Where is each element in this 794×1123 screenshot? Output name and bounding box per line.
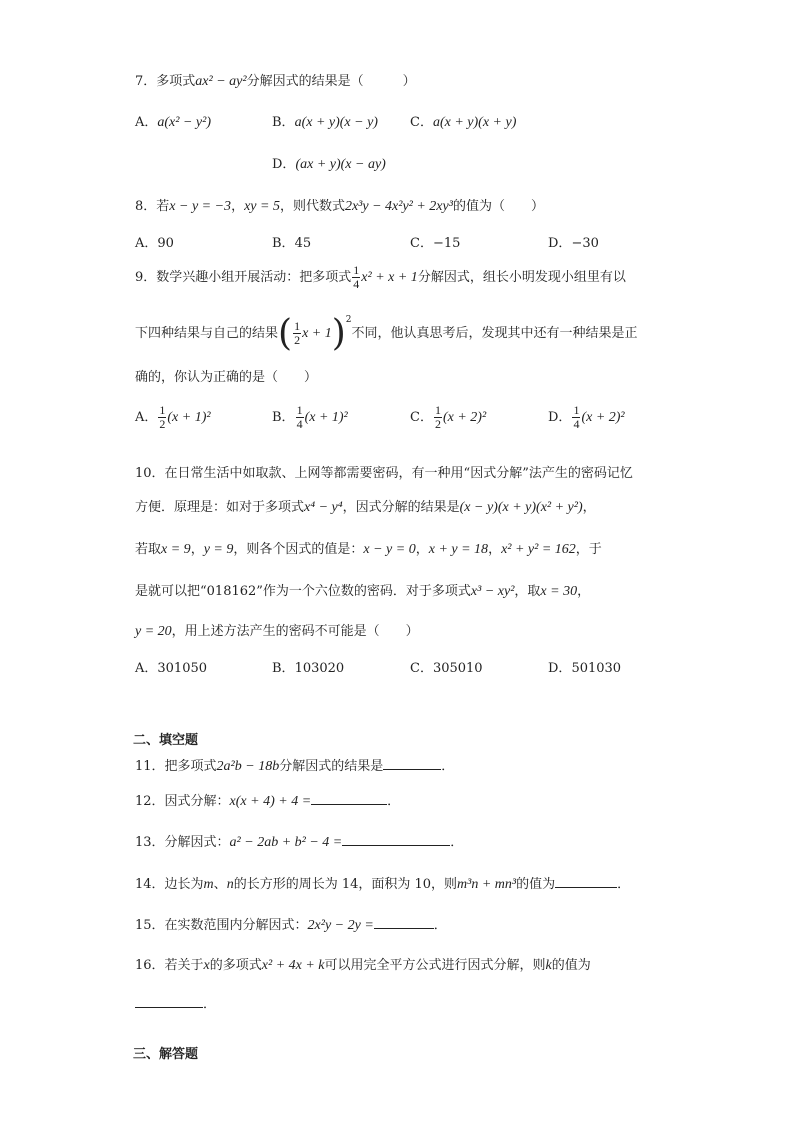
- q11-text-tail: 分解因式的结果是: [279, 759, 384, 774]
- q11-end: ．: [441, 759, 455, 774]
- fraction-numerator: 1: [573, 403, 580, 417]
- fraction-numerator: 1: [294, 318, 301, 333]
- q8-stem-tail: 的值为（ ）: [452, 199, 544, 214]
- option-label: A．: [135, 661, 158, 676]
- q10-line4-x: x = 30: [540, 584, 578, 599]
- option-label: B．: [272, 410, 295, 426]
- q10-line2-mid: ，因式分解的结果是: [342, 500, 460, 515]
- q10-line5-text: ，用上述方法产生的密码不可能是（ ）: [171, 624, 419, 639]
- q8-stem-text: 8．若: [135, 199, 170, 214]
- q10-line-3: [135, 542, 602, 559]
- q8-option-d: [548, 236, 599, 252]
- option-math: (x + 1)²: [167, 410, 211, 426]
- q14: [135, 875, 630, 894]
- option-value: 45: [294, 236, 312, 251]
- fraction-numerator: 1: [296, 403, 303, 417]
- q13-text: 13．分解因式：: [135, 835, 230, 850]
- q16-k: k: [545, 958, 552, 973]
- q15: [135, 916, 447, 935]
- option-fraction: [572, 404, 580, 431]
- q7-stem-text: 7．多项式: [135, 74, 196, 89]
- q10-line4-tail: ，: [577, 584, 591, 599]
- q9-line2-tail: 不同，他认真思考后，发现其中还有一种结果是正: [351, 326, 638, 342]
- q11-expression: 2a²b − 18b: [216, 759, 280, 774]
- q11-text: 11．把多项式: [135, 759, 217, 774]
- separator: ，: [488, 542, 502, 557]
- option-math: (x + 2)²: [442, 410, 487, 426]
- q8-separator: ，: [231, 199, 245, 214]
- q9-option-a: [135, 404, 211, 431]
- fraction-denominator: 4: [353, 277, 360, 292]
- q15-expression: 2x²y − 2y =: [307, 918, 374, 933]
- q7-stem-tail: 分解因式的结果是（ ）: [246, 74, 416, 89]
- fraction-denominator: 4: [573, 417, 580, 432]
- q13: [135, 833, 463, 852]
- q8-stem-mid: ，则代数式: [279, 199, 345, 214]
- q9-fraction: [352, 264, 360, 291]
- q10-y-value: y = 9: [203, 542, 234, 557]
- q7-stem: [135, 74, 416, 91]
- q10-line2-tail: ，: [582, 500, 596, 515]
- q8-condition-1: x − y = −3: [169, 199, 232, 214]
- q14-m: m: [203, 877, 214, 892]
- fraction-numerator: 1: [353, 263, 360, 277]
- q9-stem-tail: 分解因式，组长小明发现小组里有以: [417, 270, 626, 286]
- option-fraction: [158, 404, 166, 431]
- q10-line-2: [135, 500, 596, 517]
- option-label: B．: [272, 115, 295, 130]
- q10-line2-expression: x⁴ − y⁴: [304, 500, 343, 515]
- q7-option-d: [272, 157, 386, 174]
- q9-expression: x² + x + 1: [361, 270, 418, 286]
- q14-text-mid: 的长方形的周长为 14，面积为 10，则: [233, 877, 458, 892]
- option-label: A．: [135, 410, 158, 426]
- q14-expression: m³n + mn³: [457, 877, 517, 892]
- q16-end: ．: [203, 997, 217, 1012]
- option-value: 305010: [432, 661, 483, 676]
- q12-expression: x(x + 4) + 4 =: [229, 794, 312, 809]
- q10-line4-expression: x³ − xy²: [470, 584, 515, 599]
- answer-blank[interactable]: [555, 875, 617, 888]
- q10-line3-tail: ，于: [575, 542, 602, 557]
- q12-end: ．: [387, 794, 401, 809]
- q10-x-value: x = 9: [161, 542, 191, 557]
- option-value: −15: [432, 236, 461, 251]
- q10-line2-text: 方便．原理是：如对于多项式: [135, 500, 305, 515]
- option-label: B．: [272, 236, 295, 251]
- q10-option-b: [272, 661, 344, 677]
- option-math: a(x + y)(x − y): [294, 115, 378, 130]
- option-math: (x + 1)²: [304, 410, 348, 426]
- option-label: C．: [410, 115, 433, 130]
- q9-option-d: [548, 404, 625, 431]
- q9-stem-line-1: [135, 264, 626, 291]
- option-value: 301050: [157, 661, 208, 676]
- q9-line2-expression: x + 1: [302, 326, 332, 342]
- separator: ，: [415, 542, 429, 557]
- option-value: 501030: [571, 661, 622, 676]
- q14-text: 14．边长为: [135, 877, 204, 892]
- q10-line4-mid: ，取: [514, 584, 541, 599]
- q10-line2-result: (x − y)(x + y)(x² + y²): [459, 500, 583, 515]
- q7-expression: ax² − ay²: [195, 74, 247, 89]
- option-label: C．: [410, 410, 433, 426]
- q16: [135, 958, 591, 975]
- q10-line5-y: y = 20: [135, 624, 172, 639]
- q8-stem: [135, 199, 544, 216]
- option-fraction: [434, 404, 442, 431]
- q9-line3-text: 确的，你认为正确的是（ ）: [135, 370, 318, 385]
- option-math: (x + 2)²: [581, 410, 625, 426]
- q16-text-mid: 的多项式: [209, 958, 262, 973]
- q12-text: 12．因式分解：: [135, 794, 230, 809]
- q10-option-c: [410, 661, 483, 677]
- answer-blank[interactable]: [374, 916, 434, 929]
- option-value: 103020: [294, 661, 345, 676]
- q13-expression: a² − 2ab + b² − 4 =: [229, 835, 343, 850]
- q16-answer-line: [135, 995, 216, 1013]
- q16-text-tail: 的值为: [551, 958, 591, 973]
- q14-end: ．: [617, 877, 631, 892]
- q9-line2-text: 下四种结果与自己的结果: [135, 326, 279, 342]
- q9-line2-fraction: [293, 320, 301, 347]
- answer-blank[interactable]: [311, 792, 387, 805]
- q7-option-b: [272, 115, 378, 132]
- q9-option-c: [410, 404, 486, 431]
- q8-condition-2: xy = 5: [244, 199, 280, 214]
- option-label: D．: [548, 236, 572, 251]
- fraction-denominator: 2: [434, 417, 441, 432]
- q9-option-b: [272, 404, 348, 431]
- option-label: C．: [410, 661, 433, 676]
- left-paren: (: [278, 313, 293, 354]
- q10-factor-1: x − y = 0: [363, 542, 416, 557]
- q16-expression: x² + 4x + k: [261, 958, 325, 973]
- section-title-solve: 三、解答题: [133, 1047, 199, 1062]
- q8-option-b: [272, 236, 311, 252]
- q15-text: 15．在实数范围内分解因式：: [135, 918, 308, 933]
- q9-stem-line-3: [135, 370, 317, 386]
- fraction-denominator: 2: [159, 417, 166, 432]
- option-label: C．: [410, 236, 433, 251]
- q10-line-1: [135, 466, 633, 482]
- q10-option-a: [135, 661, 207, 677]
- option-label: A．: [135, 236, 158, 251]
- q14-n: n: [226, 877, 234, 892]
- separator: 、: [213, 877, 227, 892]
- q10-factor-3: x² + y² = 162: [501, 542, 576, 557]
- q10-line1-text: 10．在日常生活中如取款、上网等都需要密码，有一种用“因式分解”法产生的密码记忆: [135, 466, 633, 481]
- option-value: −30: [571, 236, 599, 251]
- separator: ，: [190, 542, 204, 557]
- option-label: B．: [272, 661, 295, 676]
- q10-line3-text: 若取: [135, 542, 162, 557]
- option-value: 90: [157, 236, 174, 251]
- answer-blank[interactable]: [383, 757, 441, 770]
- option-label: A．: [135, 115, 158, 130]
- q13-end: ．: [450, 835, 464, 850]
- fraction-denominator: 4: [296, 417, 303, 432]
- q9-stem-line-2: [135, 312, 638, 355]
- q10-line4-text: 是就可以把“018162”作为一个六位数的密码．对于多项式: [135, 584, 471, 599]
- q10-option-d: [548, 661, 621, 677]
- q8-expression: 2x³y − 4x²y² + 2xy³: [344, 199, 453, 214]
- fraction-numerator: 1: [159, 403, 166, 417]
- q8-option-c: [410, 236, 460, 252]
- q8-option-a: [135, 236, 174, 252]
- right-paren: ): [331, 313, 346, 354]
- answer-blank[interactable]: [135, 995, 203, 1008]
- section-title-fill-in: 二、填空题: [133, 733, 199, 748]
- option-label: D．: [548, 661, 572, 676]
- option-label: D．: [548, 410, 572, 426]
- answer-blank[interactable]: [342, 833, 450, 846]
- q11: [135, 757, 454, 776]
- q12: [135, 792, 400, 811]
- q15-end: ．: [433, 918, 447, 933]
- option-fraction: [296, 404, 304, 431]
- q7-option-c: [410, 115, 516, 132]
- q14-text-tail: 的值为: [516, 877, 556, 892]
- q10-factor-2: x + y = 18: [428, 542, 489, 557]
- fraction-numerator: 1: [434, 403, 441, 417]
- q16-text: 16．若关于: [135, 958, 204, 973]
- q16-x: x: [203, 958, 210, 973]
- q9-stem-text: 9．数学兴趣小组开展活动：把多项式: [135, 270, 352, 286]
- q16-text-mid2: 可以用完全平方公式进行因式分解，则: [324, 958, 546, 973]
- q10-line3-mid: ，则各个因式的值是：: [233, 542, 364, 557]
- q10-line-5: [135, 624, 419, 641]
- fraction-denominator: 2: [294, 333, 301, 348]
- q10-line-4: [135, 584, 590, 601]
- option-math: (ax + y)(x − ay): [295, 157, 386, 172]
- q7-option-a: [135, 115, 211, 132]
- option-label: D．: [272, 157, 296, 172]
- option-math: a(x + y)(x + y): [432, 115, 517, 130]
- q9-line2-exponent: 2: [345, 314, 352, 325]
- option-math: a(x² − y²): [157, 115, 211, 130]
